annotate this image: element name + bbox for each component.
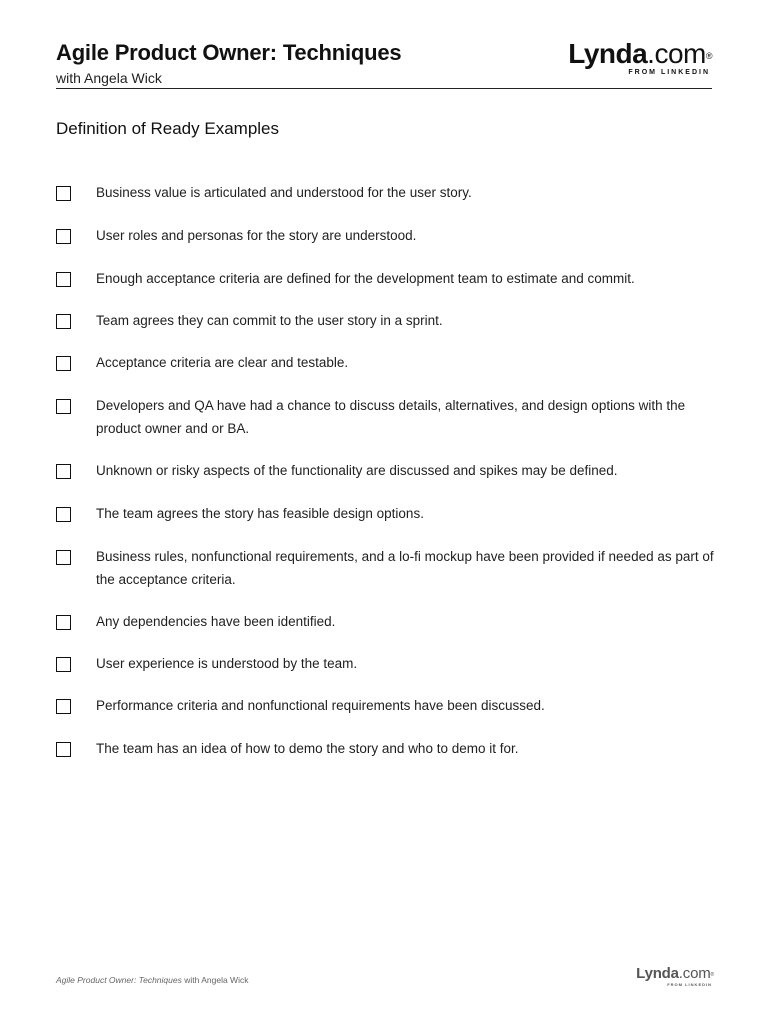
checklist-item-text: Enough acceptance criteria are defined for the development team to estimate and commit.	[96, 271, 635, 286]
lynda-logo	[568, 40, 712, 76]
checklist-item	[56, 739, 716, 789]
logo-word-strong: Lynda	[568, 38, 648, 69]
logo-wordmark	[568, 40, 712, 68]
course-title: Agile Product Owner: Techniques	[56, 40, 402, 65]
registered-mark: ®	[705, 51, 712, 61]
checklist-item-text: Unknown or risky aspects of the functionality are discussed and spikes may be defined.	[96, 463, 618, 478]
footer-lynda-logo	[636, 966, 714, 987]
checkbox[interactable]	[56, 399, 71, 414]
logo-word-thin: .com	[647, 38, 706, 69]
checkbox[interactable]	[56, 507, 71, 522]
checklist-item-text: The team has an idea of how to demo the story and who to demo it for.	[96, 741, 519, 756]
document-title: Definition of Ready Examples	[56, 119, 280, 138]
checklist-item	[56, 396, 716, 446]
footer-logo-word-thin: .com	[678, 965, 711, 982]
footer-course-title: Agile Product Owner: Techniques	[56, 975, 182, 985]
checkbox[interactable]	[56, 742, 71, 757]
checklist-item-text: Team agrees they can commit to the user story in a sprint.	[96, 313, 443, 328]
checklist-item-text: Business rules, nonfunctional requirements, and a lo-fi mockup have been provided if needed as part of the acceptance criteria.	[96, 549, 714, 587]
checkbox[interactable]	[56, 615, 71, 630]
footer-logo-tagline: FROM LINKEDIN	[667, 982, 712, 987]
footer-logo-wordmark	[636, 966, 714, 982]
checklist-item-text: Business value is articulated and understood for the user story.	[96, 185, 472, 200]
checkbox[interactable]	[56, 272, 71, 287]
checklist-item-text: User experience is understood by the team.	[96, 656, 358, 671]
checkbox[interactable]	[56, 229, 71, 244]
checkbox[interactable]	[56, 699, 71, 714]
footer-logo-word-strong: Lynda	[636, 965, 679, 982]
checklist-item-text: Performance criteria and nonfunctional requirements have been discussed.	[96, 698, 545, 713]
checklist-item-text: Acceptance criteria are clear and testable.	[96, 355, 349, 370]
footer-course-credit	[56, 975, 248, 985]
footer-registered-mark: ®	[710, 972, 714, 978]
checkbox[interactable]	[56, 550, 71, 565]
checklist-item-text: The team agrees the story has feasible design options.	[96, 506, 424, 521]
footer-course-author: with Angela Wick	[181, 975, 249, 985]
page-header	[56, 40, 712, 89]
logo-tagline: FROM LINKEDIN	[628, 69, 710, 76]
checkbox[interactable]	[56, 464, 71, 479]
checklist-item-text: Any dependencies have been identified.	[96, 614, 336, 629]
checklist-item-text: User roles and personas for the story are understood.	[96, 228, 417, 243]
checkbox[interactable]	[56, 356, 71, 371]
course-subtitle: with Angela Wick	[56, 70, 162, 86]
checklist-item-text: Developers and QA have had a chance to discuss details, alternatives, and design options with the product owner and or BA.	[96, 398, 686, 436]
checklist-item	[56, 547, 716, 597]
checkbox[interactable]	[56, 314, 71, 329]
checkbox[interactable]	[56, 186, 71, 201]
checkbox[interactable]	[56, 657, 71, 672]
